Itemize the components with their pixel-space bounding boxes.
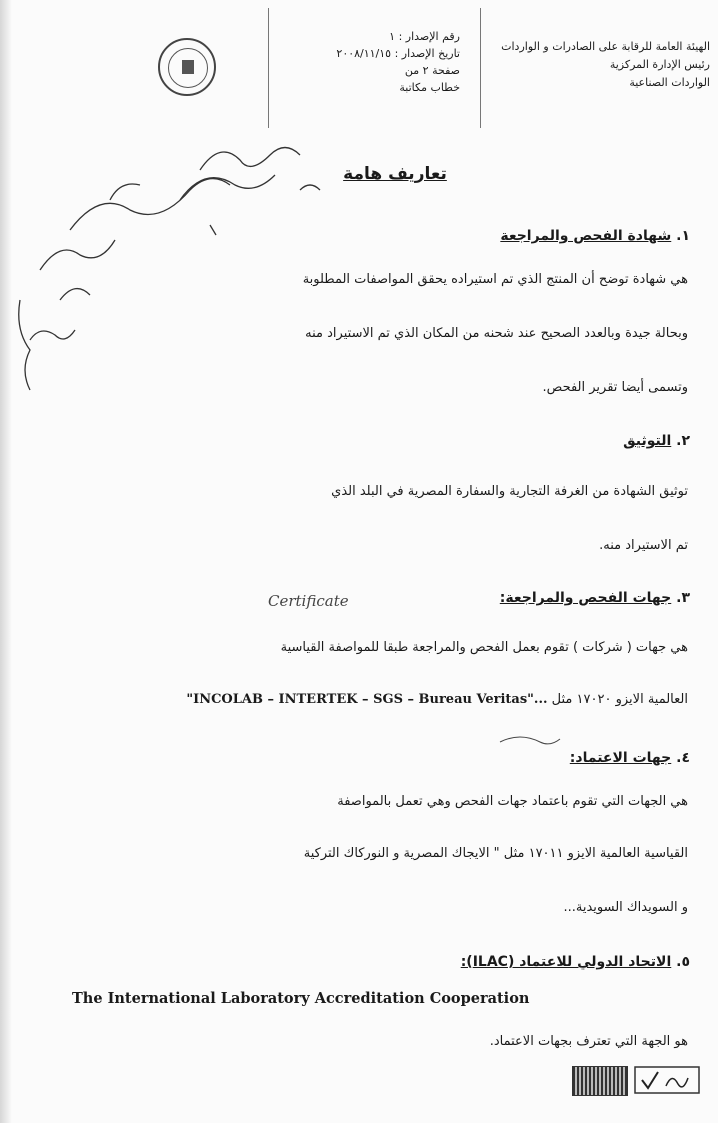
company-list: "INCOLAB – INTERTEK – SGS – Bureau Veritas"... <box>186 692 548 707</box>
paragraph-line: توثيق الشهادة من الغرفة التجارية والسفارة المصرية في البلد الذي <box>331 484 688 499</box>
org-line: رئيس الإدارة المركزية <box>609 58 710 71</box>
page-number: صفحة ٢ من <box>404 64 460 77</box>
handwritten-note: Certificate <box>268 592 349 610</box>
section-title: جهات الاعتماد: <box>569 750 672 766</box>
issue-date: تاريخ الإصدار : ٢٠٠٨/١١/١٥ <box>336 47 460 60</box>
section-number: ٢. <box>676 433 690 449</box>
section-number: ٥. <box>676 954 690 970</box>
footer-stamp-icon <box>572 1066 628 1096</box>
paragraph-line: هي جهات ( شركات ) تقوم بعمل الفحص والمراجعة طبقا للمواصفة القياسية <box>280 640 688 655</box>
org-line: الهيئة العامة للرقابة على الصادرات و الواردات <box>501 40 710 53</box>
paragraph-line: هي شهادة توضح أن المنتج الذي تم استيراده يحقق المواصفات المطلوبة <box>302 272 688 287</box>
section-heading <box>623 433 690 449</box>
paragraph-line: هي الجهات التي تقوم باعتماد جهات الفحص وهي تعمل بالمواصفة <box>337 794 688 809</box>
section-heading <box>461 954 690 970</box>
paragraph-line: وتسمى أيضا تقرير الفحص. <box>542 380 688 395</box>
paragraph-line: هو الجهة التي تعترف بجهات الاعتماد. <box>489 1034 688 1049</box>
footer-signature-icon <box>634 1066 700 1094</box>
section-number: ١. <box>676 228 690 244</box>
paragraph-line <box>186 692 688 707</box>
section-heading <box>500 590 690 606</box>
document-type: خطاب مكاتبة <box>399 81 460 94</box>
paragraph-line: القياسية العالمية الايزو ١٧٠١١ مثل " الايجاك المصرية و النوركاك التركية <box>303 846 688 861</box>
section-heading <box>500 228 690 244</box>
section-title: شهادة الفحص والمراجعة <box>500 228 672 244</box>
org-line: الواردات الصناعية <box>629 76 710 89</box>
section-title: التوثيق <box>623 433 672 449</box>
section-title: الاتحاد الدولي للاعتماد (ILAC): <box>460 954 672 970</box>
paragraph-line: وبحالة جيدة وبالعدد الصحيح عند شحنه من المكان الذي تم الاستيراد منه <box>305 326 688 341</box>
section-heading <box>570 750 690 766</box>
paragraph-text: العالمية الايزو ١٧٠٢٠ مثل <box>551 692 688 707</box>
section-number: ٣. <box>676 590 690 606</box>
issue-number: رقم الإصدار : ١ <box>389 30 460 43</box>
section-number: ٤. <box>676 750 690 766</box>
english-title: The International Laboratory Accreditation Cooperation <box>72 990 530 1007</box>
section-title: جهات الفحص والمراجعة: <box>499 590 672 606</box>
paragraph-line: و السويداك السويدية... <box>563 900 688 915</box>
paragraph-line: تم الاستيراد منه. <box>599 538 688 553</box>
page-title: تعاريف هامة <box>343 164 447 184</box>
